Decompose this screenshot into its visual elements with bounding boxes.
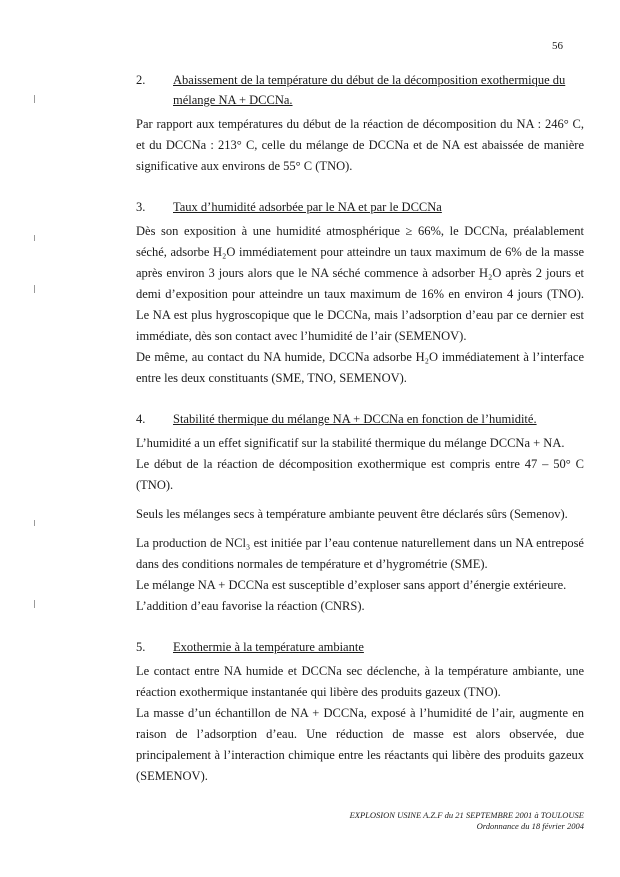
document-body bbox=[136, 70, 584, 807]
margin-mark bbox=[34, 520, 35, 526]
footer-line: Ordonnance du 18 février 2004 bbox=[476, 821, 584, 831]
paragraph: Le début de la réaction de décomposition exothermique est compris entre 47 – 50° C (TNO). bbox=[136, 457, 584, 492]
margin-mark bbox=[34, 235, 35, 241]
section-title: Stabilité thermique du mélange NA + DCCNa en fonction de l’humidité. bbox=[173, 412, 537, 426]
section-2 bbox=[136, 70, 584, 177]
paragraph: De même, au contact du NA humide, DCCNa adsorbe H₂O immédiatement à l’interface entre les deux constituants (SME, TNO, SEMENOV). bbox=[136, 350, 584, 385]
section-4 bbox=[136, 409, 584, 617]
paragraph: L’humidité a un effet significatif sur la stabilité thermique du mélange DCCNa + NA. bbox=[136, 436, 565, 450]
margin-mark bbox=[34, 285, 35, 293]
section-number: 2. bbox=[136, 73, 146, 87]
footer-line: EXPLOSION USINE A.Z.F du 21 SEPTEMBRE 2001 à TOULOUSE bbox=[349, 810, 584, 820]
paragraph: La masse d’un échantillon de NA + DCCNa, exposé à l’humidité de l’air, augmente en raison de l’adsorption d’eau. Une réduction de masse est alors observée, due principalement à l’interaction chimique entre les réactants qui libère des produits gazeux (SEMENOV). bbox=[136, 706, 584, 783]
paragraph: Dès son exposition à une humidité atmosphérique ≥ 66%, le DCCNa, préalablement séché, adsorbe H₂O immédiatement pour atteindre un taux maximum de 6% de la masse après environ 3 jours alors que le NA séché commence à adsorber H₂O après 2 jours et demi d’exposition pour atteindre un taux maximum de 16% en environ 4 jours (TNO). Le NA est plus hygroscopique que le DCCNa, mais l’adsorption d’eau par ce dernier est immédiate, dès son contact avec l’humidité de l’air (SEMENOV). bbox=[136, 224, 584, 343]
section-3 bbox=[136, 197, 584, 389]
paragraph: Le mélange NA + DCCNa est susceptible d’exploser sans apport d’énergie extérieure. bbox=[136, 578, 567, 592]
paragraph: Par rapport aux températures du début de la réaction de décomposition du NA : 246° C, et du DCCNa : 213° C, celle du mélange de DCCNa et de NA est abaissée de manière significative aux environs de 55° C (TNO). bbox=[136, 117, 584, 173]
section-heading bbox=[136, 70, 584, 110]
paragraph: Seuls les mélanges secs à température ambiante peuvent être déclarés sûrs (Semenov). bbox=[136, 507, 568, 521]
margin-mark bbox=[34, 95, 35, 103]
paragraph: Le contact entre NA humide et DCCNa sec déclenche, à la température ambiante, une réaction exothermique instantanée qui libère des produits gazeux (TNO). bbox=[136, 664, 584, 699]
margin-mark bbox=[34, 600, 35, 608]
paragraph: La production de NCl₃ est initiée par l’eau contenue naturellement dans un NA entreposé dans des conditions normales de température et d’hygrométrie (SME). bbox=[136, 536, 584, 571]
paragraph: L’addition d’eau favorise la réaction (CNRS). bbox=[136, 599, 365, 613]
section-heading bbox=[136, 409, 584, 429]
section-title: Taux d’humidité adsorbée par le NA et par le DCCNa bbox=[173, 200, 442, 214]
section-number: 4. bbox=[136, 412, 146, 426]
section-number: 5. bbox=[136, 640, 146, 654]
section-5 bbox=[136, 637, 584, 787]
section-number: 3. bbox=[136, 200, 146, 214]
section-title: Exothermie à la température ambiante bbox=[173, 640, 364, 654]
document-footer bbox=[290, 810, 584, 832]
page-number: 56 bbox=[552, 40, 563, 52]
section-heading bbox=[136, 197, 584, 217]
section-title: Abaissement de la température du début de la décomposition exothermique du mélange NA + DCCNa. bbox=[173, 73, 566, 107]
section-heading bbox=[136, 637, 584, 657]
